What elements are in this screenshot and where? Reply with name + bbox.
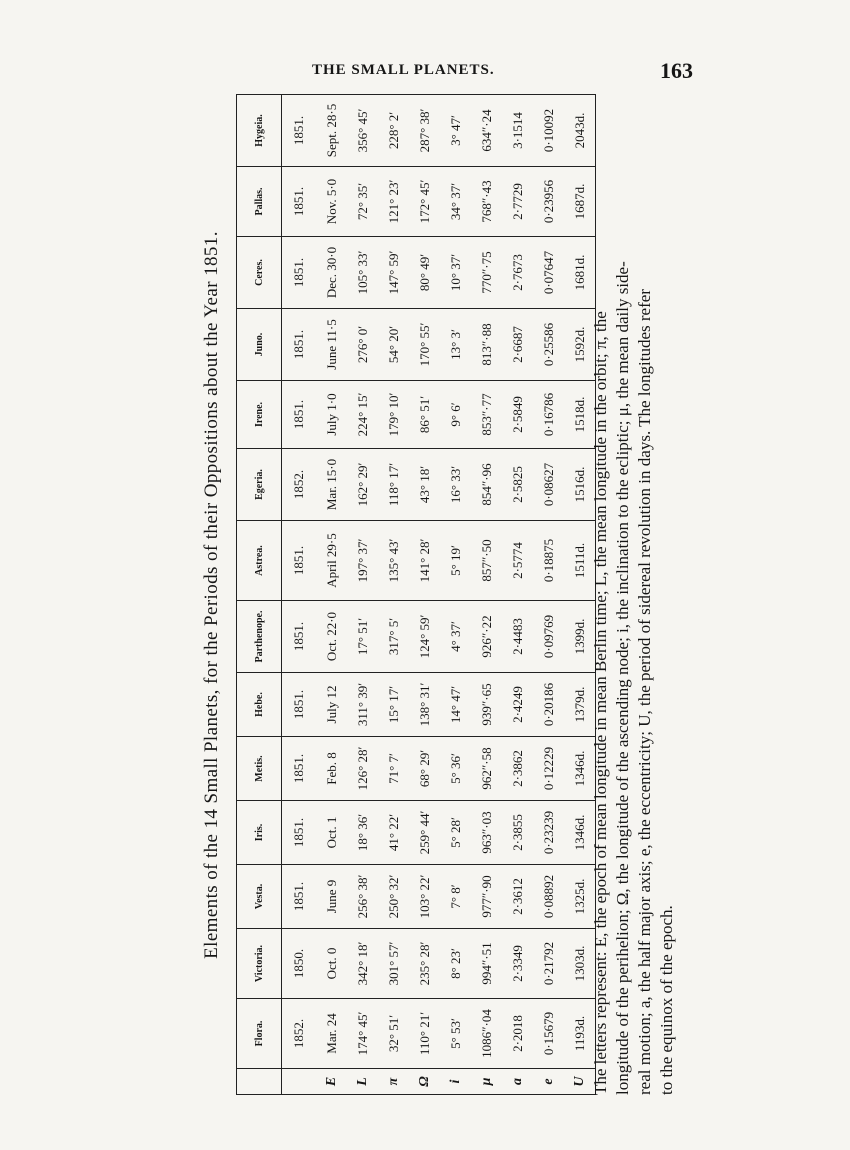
page-number: 163 [660,58,693,83]
table-row [533,95,564,1095]
table-cell: 317° 5′ [378,601,409,673]
table-cell: 2·5774 [502,521,533,601]
table-cell: 0·08627 [533,449,564,521]
table-cell: 4° 37′ [440,601,471,673]
table-cell: 0·15679 [533,999,564,1069]
table-cell: 2·5849 [502,381,533,449]
row-symbol: U [564,1069,596,1095]
table-cell: 276° 0′ [347,309,378,381]
table-cell: 301° 57′ [378,929,409,999]
table-cell: 118° 17′ [378,449,409,521]
table-cell: 2·4249 [502,673,533,737]
table-cell: 768″·43 [471,167,502,237]
table-cell: 1379d. [564,673,596,737]
table-row [378,95,409,1095]
table-cell: 1346d. [564,737,596,801]
table-cell: 72° 35′ [347,167,378,237]
table-cell: 124° 59′ [409,601,440,673]
table-cell: 1193d. [564,999,596,1069]
table-cell: 1681d. [564,237,596,309]
legend-line: to the equinox of the epoch. [657,905,676,1095]
table-cell: 1851. [282,865,317,929]
table-cell: 939″·65 [471,673,502,737]
table-cell: 3° 47′ [440,95,471,167]
table-cell: 7° 8′ [440,865,471,929]
table-cell: 287° 38′ [409,95,440,167]
table-cell: 962″·58 [471,737,502,801]
table-cell: 1518d. [564,381,596,449]
table-cell: 3·1514 [502,95,533,167]
table-cell: 311° 39′ [347,673,378,737]
planet-header: Egeria. [237,449,282,521]
table-cell: Mar. 24 [316,999,347,1069]
legend-line: real motion; a, the half major axis; e, the eccentricity; U, the period of sidereal revolution in days. The longitudes refer [635,289,654,1095]
table-row [282,95,317,1095]
table-cell: 0·09769 [533,601,564,673]
table-cell: 0·08892 [533,865,564,929]
table-cell: April 29·5 [316,521,347,601]
table-cell: 13° 3′ [440,309,471,381]
planet-header: Pallas. [237,167,282,237]
legend-line: longitude of the perihelion; Ω, the longitude of the ascending node; i, the inclination to the ecliptic; μ, the mean daily side- [613,261,632,1095]
corner-cell [237,1069,282,1095]
planet-header: Hebe. [237,673,282,737]
planet-header: Metis. [237,737,282,801]
table-cell: 1851. [282,167,317,237]
table-cell: 138° 31′ [409,673,440,737]
table-cell: 121° 23′ [378,167,409,237]
table-cell: 2·3862 [502,737,533,801]
table-cell: 2·7729 [502,167,533,237]
header-row [237,95,282,1095]
table-cell: 256° 38′ [347,865,378,929]
table-cell: 0·07647 [533,237,564,309]
planet-header: Vesta. [237,865,282,929]
row-symbol: L [347,1069,378,1095]
table-cell: July 12 [316,673,347,737]
table-cell: 68° 29′ [409,737,440,801]
table-cell: 103° 22′ [409,865,440,929]
table-cell: 162° 29′ [347,449,378,521]
table-cell: 2·3349 [502,929,533,999]
table-cell: 170° 55′ [409,309,440,381]
table-cell: Oct. 22·0 [316,601,347,673]
table-cell: 2·3855 [502,801,533,865]
table-cell: June 11·5 [316,309,347,381]
table-cell: 0·10092 [533,95,564,167]
planet-header: Victoria. [237,929,282,999]
table-cell: 228° 2′ [378,95,409,167]
table-cell: Nov. 5·0 [316,167,347,237]
table-cell: 342° 18′ [347,929,378,999]
running-header [0,58,850,92]
table-cell: 17° 51′ [347,601,378,673]
table-cell: 32° 51′ [378,999,409,1069]
table-cell: 5° 19′ [440,521,471,601]
table-cell: 0·25586 [533,309,564,381]
table-cell: 5° 36′ [440,737,471,801]
table-cell: 634″·24 [471,95,502,167]
table-cell: 857″·50 [471,521,502,601]
table-cell: 2·7673 [502,237,533,309]
table-cell: 854″·96 [471,449,502,521]
table-cell: July 1·0 [316,381,347,449]
table-cell: 2·3612 [502,865,533,929]
table-cell: 1511d. [564,521,596,601]
table-cell: 1852. [282,999,317,1069]
table-cell: 1592d. [564,309,596,381]
table-cell: 8° 23′ [440,929,471,999]
table-row [502,95,533,1095]
table-cell: 926″·22 [471,601,502,673]
row-symbol: e [533,1069,564,1095]
table-row [409,95,440,1095]
table-cell: 80° 49′ [409,237,440,309]
planet-elements-table [236,94,596,1095]
planet-header: Juno. [237,309,282,381]
planet-header: Flora. [237,999,282,1069]
table-cell: 853″·77 [471,381,502,449]
planet-header: Iris. [237,801,282,865]
table-cell: 1851. [282,673,317,737]
table-cell: Oct. 1 [316,801,347,865]
table-cell: 1325d. [564,865,596,929]
row-symbol: Ω [409,1069,440,1095]
table-cell: 356° 45′ [347,95,378,167]
table-cell: 2·2018 [502,999,533,1069]
table-cell: 2·6687 [502,309,533,381]
row-symbol: π [378,1069,409,1095]
table-cell: 71° 7′ [378,737,409,801]
planet-header: Hygeia. [237,95,282,167]
table-cell: 0·21792 [533,929,564,999]
table-cell: 5° 53′ [440,999,471,1069]
table-cell: 147° 59′ [378,237,409,309]
table-cell: 259° 44′ [409,801,440,865]
table-cell: 0·16786 [533,381,564,449]
table-caption: Elements of the 14 Small Planets, for the Periods of their Oppositions about the Year 1851. [201,231,222,959]
table-cell: 770″·75 [471,237,502,309]
table-cell: 0·12229 [533,737,564,801]
table-cell: 1850. [282,929,317,999]
table-cell: 1851. [282,737,317,801]
planet-header: Astrea. [237,521,282,601]
table-cell: 0·23956 [533,167,564,237]
table-cell: 1851. [282,521,317,601]
table-cell: 135° 43′ [378,521,409,601]
table-cell: 174° 45′ [347,999,378,1069]
row-symbol: a [502,1069,533,1095]
table-cell: 16° 33′ [440,449,471,521]
table-cell: 1399d. [564,601,596,673]
table-row [471,95,502,1095]
table-cell: Mar. 15·0 [316,449,347,521]
table-cell: 172° 45′ [409,167,440,237]
table-cell: 126° 28′ [347,737,378,801]
table-cell: 0·18875 [533,521,564,601]
planet-header: Irene. [237,381,282,449]
table-cell: 1852. [282,449,317,521]
table-cell: 224° 15′ [347,381,378,449]
running-head: THE SMALL PLANETS. [312,62,495,78]
table-cell: 1086″·04 [471,999,502,1069]
table-cell: 1687d. [564,167,596,237]
table-cell: 1851. [282,237,317,309]
table-cell: 43° 18′ [409,449,440,521]
planet-header: Parthenope. [237,601,282,673]
table-cell: 0·23239 [533,801,564,865]
table-cell: 54° 20′ [378,309,409,381]
table-cell: 977″·90 [471,865,502,929]
table-cell: 1851. [282,381,317,449]
table-cell: 41° 22′ [378,801,409,865]
table-cell: 110° 21′ [409,999,440,1069]
table-row [316,95,347,1095]
table-cell: Feb. 8 [316,737,347,801]
table-cell: June 9 [316,865,347,929]
table-cell: 14° 47′ [440,673,471,737]
table-row [440,95,471,1095]
row-symbol: μ [471,1069,502,1095]
table-cell: Sept. 28·5 [316,95,347,167]
table-cell: 1303d. [564,929,596,999]
table-cell: 15° 17′ [378,673,409,737]
table-cell: 250° 32′ [378,865,409,929]
legend-note [590,95,678,1095]
table-cell: 141° 28′ [409,521,440,601]
row-symbol: E [316,1069,347,1095]
table-cell: 1851. [282,309,317,381]
table-cell: 235° 28′ [409,929,440,999]
table-cell: 1851. [282,95,317,167]
planet-header: Ceres. [237,237,282,309]
table-cell: 2·4483 [502,601,533,673]
table-cell: 197° 37′ [347,521,378,601]
table-cell: 2·5825 [502,449,533,521]
table-row [347,95,378,1095]
table-cell: 86° 51′ [409,381,440,449]
table-cell: 1851. [282,801,317,865]
table-cell: Oct. 0 [316,929,347,999]
table-cell: 1851. [282,601,317,673]
row-symbol [282,1069,317,1095]
table-cell: 0·20186 [533,673,564,737]
rotated-table-block [192,95,676,1095]
row-symbol: i [440,1069,471,1095]
table-cell: Dec. 30·0 [316,237,347,309]
table-cell: 10° 37′ [440,237,471,309]
table-cell: 963″·03 [471,801,502,865]
table-cell: 34° 37′ [440,167,471,237]
table-cell: 1346d. [564,801,596,865]
table-cell: 813″·88 [471,309,502,381]
table-cell: 994″·51 [471,929,502,999]
legend-line: The letters represent: E, the epoch of mean longitude in mean Berlin time; L, the mean longitude in the orbit; π, the [591,311,610,1095]
table-cell: 5° 28′ [440,801,471,865]
table-cell: 1516d. [564,449,596,521]
table-cell: 18° 36′ [347,801,378,865]
table-cell: 105° 33′ [347,237,378,309]
table-cell: 9° 6′ [440,381,471,449]
table-cell: 179° 10′ [378,381,409,449]
table-cell: 2043d. [564,95,596,167]
